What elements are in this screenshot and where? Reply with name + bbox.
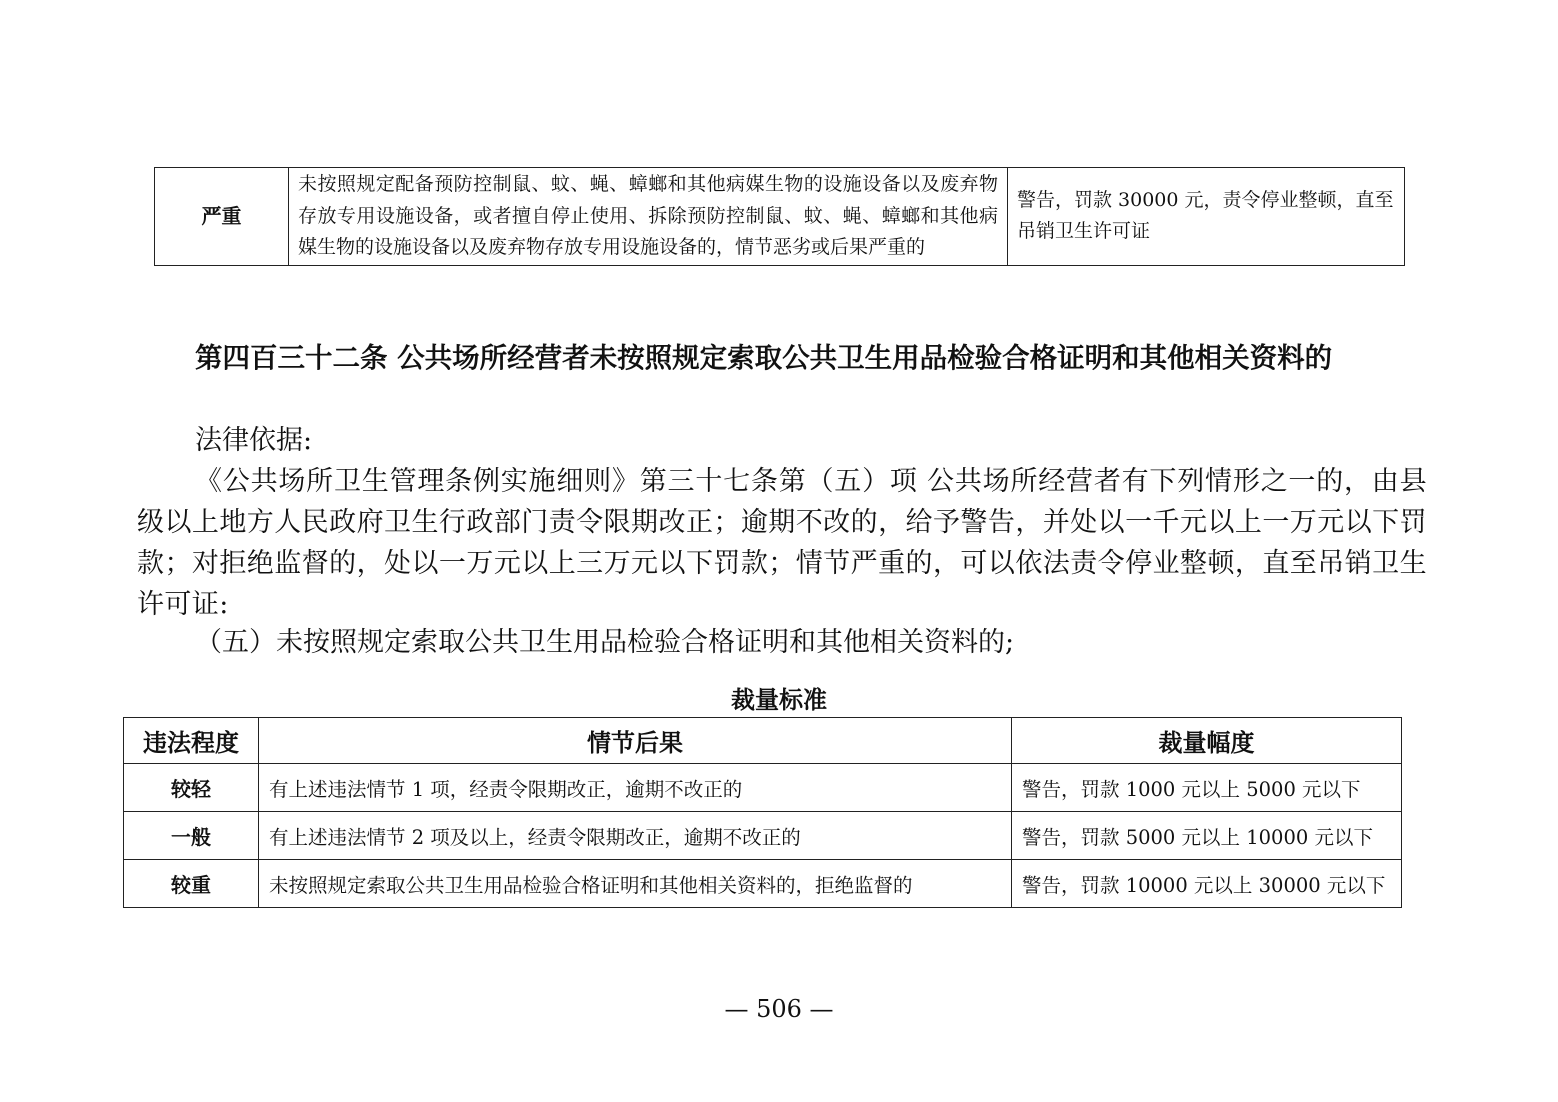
penalty-range: 警告，罚款 30000 元，责令停业整顿，直至吊销卫生许可证: [1008, 168, 1405, 266]
plot-consequence: 未按照规定配备预防控制鼠、蚊、蝇、蟑螂和其他病媒生物的设施设备以及废弃物存放专用设施设备，或者擅自停止使用、拆除预防控制鼠、蚊、蝇、蟑螂和其他病媒生物的设施设备以及废弃物存放专用设施设备的，情节恶劣或后果严重的: [289, 168, 1008, 266]
header-plot: 情节后果: [259, 718, 1012, 764]
header-range: 裁量幅度: [1012, 718, 1402, 764]
penalty-range: 警告，罚款 5000 元以上 10000 元以下: [1012, 812, 1402, 860]
plot-consequence: 有上述违法情节 1 项，经责令限期改正，逾期不改正的: [259, 764, 1012, 812]
penalty-range: 警告，罚款 10000 元以上 30000 元以下: [1012, 860, 1402, 908]
table-row: [155, 168, 1405, 266]
table-row: [124, 860, 1402, 908]
violation-level: 严重: [155, 168, 289, 266]
article-heading: 第四百三十二条 公共场所经营者未按照规定索取公共卫生用品检验合格证明和其他相关资料的: [195, 342, 1333, 374]
plot-consequence: 未按照规定索取公共卫生用品检验合格证明和其他相关资料的，拒绝监督的: [259, 860, 1012, 908]
page-number: — 506 —: [724, 995, 834, 1023]
legal-basis-text: 《公共场所卫生管理条例实施细则》第三十七条第（五）项 公共场所经营者有下列情形之一的，由县级以上地方人民政府卫生行政部门责令限期改正；逾期不改的，给予警告，并处以一千元以上一万元以下罚款；对拒绝监督的，处以一万元以上三万元以下罚款；情节严重的，可以依法责令停业整顿，直至吊销卫生许可证:: [137, 466, 1427, 620]
violation-level: 一般: [124, 812, 259, 860]
table-header-row: [124, 718, 1402, 764]
legal-item-text: （五）未按照规定索取公共卫生用品检验合格证明和其他相关资料的;: [195, 627, 1015, 658]
violation-level: 较重: [124, 860, 259, 908]
header-level: 违法程度: [124, 718, 259, 764]
continued-standard-table: [154, 167, 1405, 266]
table-row: [124, 764, 1402, 812]
table-row: [124, 812, 1402, 860]
plot-consequence: 有上述违法情节 2 项及以上，经责令限期改正，逾期不改正的: [259, 812, 1012, 860]
standard-title: 裁量标准: [731, 686, 827, 714]
violation-level: 较轻: [124, 764, 259, 812]
penalty-range: 警告，罚款 1000 元以上 5000 元以下: [1012, 764, 1402, 812]
legal-basis-label: 法律依据:: [195, 425, 313, 456]
standard-table: [123, 717, 1402, 908]
